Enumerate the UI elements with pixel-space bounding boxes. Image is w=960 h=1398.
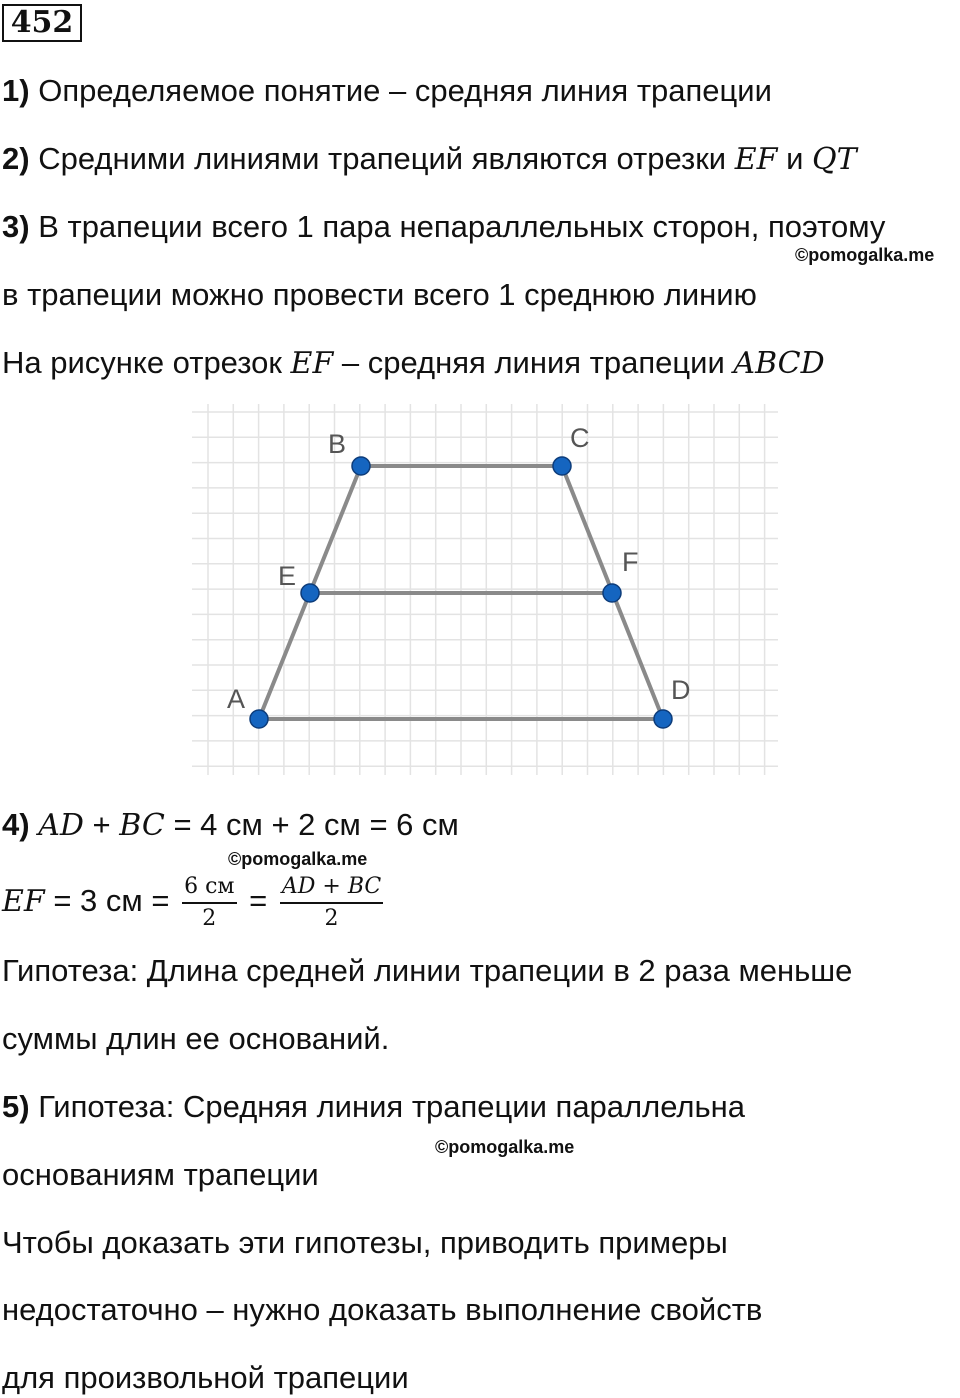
proof-line-3: для произвольной трапеции [2, 1360, 409, 1395]
fraction-2-denominator: 2 [324, 905, 339, 931]
fraction-1-denominator: 2 [202, 905, 217, 931]
item-2-text: Средними линиями трапеций являются отрезки [38, 141, 727, 176]
point-a [250, 710, 268, 728]
label-f: F [622, 547, 639, 577]
ef-formula [2, 870, 387, 933]
fraction-2-numerator: AD + BC [280, 874, 383, 904]
item-4 [2, 805, 459, 846]
proof-line-2: недостаточно – нужно доказать выполнение свойств [2, 1292, 763, 1327]
watermark-3: ©pomogalka.me [435, 1137, 575, 1157]
hypothesis-1-continuation: суммы длин ее оснований. [2, 1021, 390, 1056]
item-3 [2, 207, 885, 247]
figure-caption [2, 343, 825, 384]
item-3-text: В трапеции всего 1 пара непараллельных сторон, поэтому [38, 209, 886, 244]
caption-segment: EF [290, 346, 334, 381]
formula-eq2: = [249, 883, 268, 918]
label-a: A [227, 684, 246, 714]
point-b [352, 457, 370, 475]
plus-sign: + [92, 807, 111, 842]
formula-ef: EF [2, 884, 45, 919]
formula-eq1: = 3 см = [53, 883, 170, 918]
item-1 [2, 71, 772, 111]
label-e: E [278, 561, 297, 591]
item-1-text: Определяемое понятие – средняя линия трапеции [38, 73, 772, 108]
item-2 [2, 139, 857, 180]
item-4-calc: = 4 см + 2 см = 6 см [173, 807, 459, 842]
watermark-1: ©pomogalka.me [795, 245, 935, 265]
item-1-number: 1) [2, 73, 30, 108]
watermark-2: ©pomogalka.me [228, 849, 368, 869]
hypothesis-1: Гипотеза: Длина средней линии трапеции в 2 раза меньше [2, 953, 853, 988]
label-d: D [671, 675, 691, 705]
segment-qt-label: QT [812, 142, 857, 177]
item-2-number: 2) [2, 141, 30, 176]
proof-line-1: Чтобы доказать эти гипотезы, приводить примеры [2, 1225, 728, 1260]
item-3-number: 3) [2, 209, 30, 244]
segment-ad: AD [38, 808, 84, 843]
item-5-number: 5) [2, 1089, 30, 1124]
caption-mid: – средняя линия трапеции [341, 345, 725, 380]
label-b: B [328, 429, 347, 459]
item-5-continuation: основаниям трапеции [2, 1157, 319, 1192]
point-f [603, 584, 621, 602]
label-c: C [570, 423, 590, 453]
fraction-1 [182, 874, 236, 932]
point-d [654, 710, 672, 728]
trapezoid-figure [190, 402, 780, 777]
segment-bc: BC [119, 808, 165, 843]
conjunction: и [786, 141, 804, 176]
item-3-continuation: в трапеции можно провести всего 1 среднюю линию [2, 277, 757, 312]
caption-shape: ABCD [733, 346, 825, 381]
task-number-badge: 452 [2, 4, 82, 42]
segment-ef-label: EF [734, 142, 778, 177]
item-5 [2, 1087, 745, 1127]
caption-pre: На рисунке отрезок [2, 345, 282, 380]
item-5-text: Гипотеза: Средняя линия трапеции параллельна [38, 1089, 746, 1124]
fraction-1-numerator: 6 см [182, 874, 236, 904]
fraction-2 [280, 874, 383, 932]
point-c [553, 457, 571, 475]
item-4-number: 4) [2, 807, 30, 842]
point-e [301, 584, 319, 602]
